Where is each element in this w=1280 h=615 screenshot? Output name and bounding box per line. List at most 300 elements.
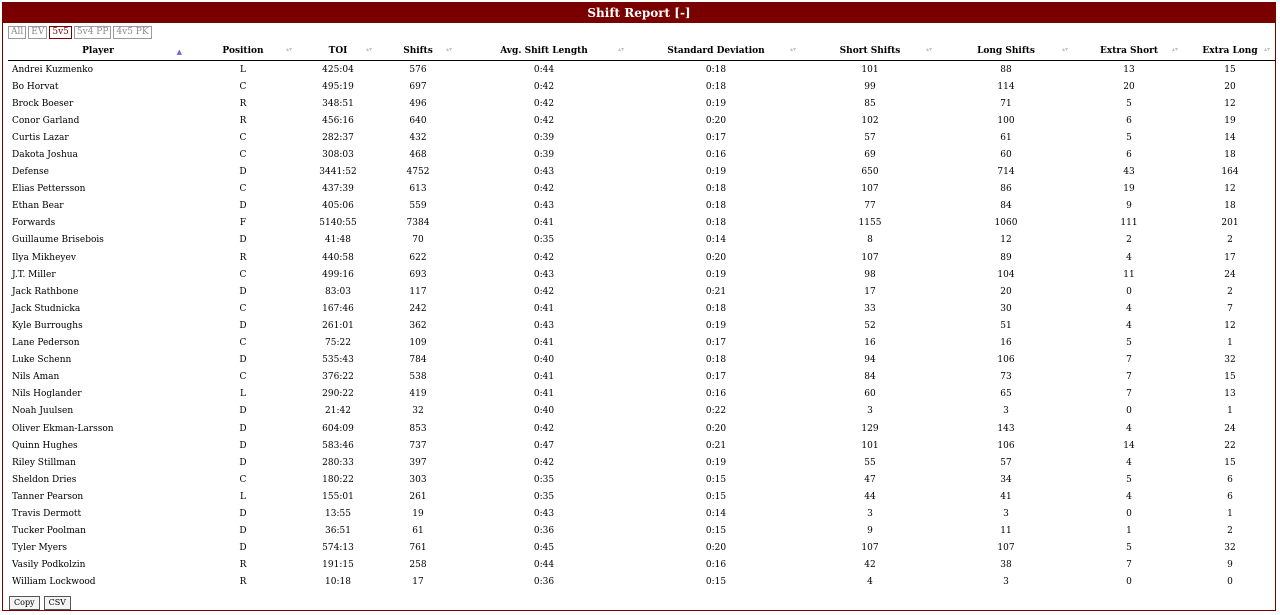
table-cell: 1: [1227, 338, 1233, 349]
table-cell: 0:42: [533, 184, 555, 195]
column-header-position[interactable]: [188, 42, 298, 61]
table-cell: C: [239, 269, 247, 280]
table-cell: 41:48: [325, 235, 351, 246]
table-cell: 32: [1224, 543, 1236, 554]
table-cell: 5: [1126, 98, 1132, 109]
table-cell: 0:42: [533, 98, 555, 109]
table-cell: 0: [1126, 406, 1132, 417]
table-cell: 0:15: [705, 577, 727, 588]
table-cell: 0:15: [705, 474, 727, 485]
table-cell: 8: [867, 235, 873, 246]
player-name-cell: Tanner Pearson: [12, 491, 84, 502]
table-cell: 0:42: [533, 286, 555, 297]
table-cell: 0:16: [705, 150, 727, 161]
table-cell: 104: [997, 269, 1015, 280]
column-header-standard-deviation[interactable]: [630, 42, 802, 61]
table-cell: 41: [1000, 491, 1012, 502]
table-row: [8, 557, 1276, 574]
table-cell: 4752: [406, 167, 430, 178]
table-cell: 0:41: [533, 338, 555, 349]
table-cell: 2: [1126, 235, 1132, 246]
table-cell: 0:19: [705, 98, 727, 109]
table-cell: 4: [1126, 457, 1132, 468]
table-cell: 3441:52: [319, 167, 357, 178]
table-row: [8, 488, 1276, 505]
table-cell: 0:42: [533, 252, 555, 263]
table-row: [8, 454, 1276, 471]
table-cell: 71: [1000, 98, 1012, 109]
table-cell: 0:41: [533, 389, 555, 400]
table-cell: 57: [864, 132, 876, 143]
table-cell: 0:18: [705, 218, 727, 229]
table-row: [8, 95, 1276, 112]
table-cell: 5: [1126, 132, 1132, 143]
table-cell: 0:16: [705, 560, 727, 571]
table-cell: 0:35: [533, 235, 555, 246]
copy-button[interactable]: Copy: [9, 596, 40, 610]
table-cell: L: [240, 64, 246, 75]
table-cell: 36:51: [325, 526, 351, 537]
table-cell: 99: [864, 81, 876, 92]
column-label: Avg. Shift Length: [500, 46, 588, 56]
table-cell: 73: [1000, 372, 1012, 383]
table-cell: 604:09: [322, 423, 354, 434]
table-cell: 10:18: [325, 577, 351, 588]
table-cell: 0:21: [705, 286, 727, 297]
table-cell: 4: [1126, 491, 1132, 502]
table-cell: 496: [409, 98, 427, 109]
table-row: [8, 574, 1276, 591]
table-cell: 4: [1126, 320, 1132, 331]
sort-icon: ▴▾: [925, 46, 932, 53]
table-cell: 0:17: [705, 338, 727, 349]
table-cell: 0:20: [705, 252, 727, 263]
table-cell: 20: [1123, 81, 1135, 92]
column-header-toi[interactable]: [298, 42, 378, 61]
table-cell: 0:43: [533, 320, 555, 331]
table-cell: C: [239, 338, 247, 349]
table-cell: R: [239, 252, 247, 263]
player-name-cell: William Lockwood: [12, 577, 96, 588]
table-cell: 143: [997, 423, 1015, 434]
table-cell: 100: [997, 115, 1015, 126]
player-name-cell: Ilya Mikheyev: [12, 252, 76, 263]
table-cell: 693: [409, 269, 427, 280]
table-cell: 242: [409, 303, 427, 314]
table-cell: 714: [997, 167, 1015, 178]
table-cell: R: [239, 98, 247, 109]
table-cell: 0:22: [705, 406, 727, 417]
table-row: [8, 215, 1276, 232]
table-cell: 0:14: [705, 235, 727, 246]
table-cell: 613: [409, 184, 427, 195]
table-cell: 583:46: [322, 440, 354, 451]
table-row: [8, 403, 1276, 420]
table-cell: 640: [409, 115, 427, 126]
table-cell: 51: [1000, 320, 1012, 331]
table-row: [8, 335, 1276, 352]
table-cell: 0:44: [533, 64, 555, 75]
table-cell: 376:22: [322, 372, 354, 383]
table-cell: 0:16: [705, 389, 727, 400]
player-name-cell: Travis Dermott: [12, 508, 82, 519]
table-cell: D: [239, 167, 247, 178]
sort-icon: ▴▾: [365, 46, 372, 53]
table-row: [8, 471, 1276, 488]
column-header-short-shifts[interactable]: [802, 42, 938, 61]
column-label: Extra Short: [1099, 46, 1159, 56]
sort-icon: ▴▾: [789, 46, 796, 53]
table-row: [8, 181, 1276, 198]
column-header-extra-short[interactable]: [1074, 42, 1184, 61]
table-cell: 117: [409, 286, 427, 297]
table-cell: 0:20: [705, 423, 727, 434]
table-cell: 1: [1126, 526, 1132, 537]
table-cell: 0:39: [533, 132, 555, 143]
table-cell: 0:19: [705, 269, 727, 280]
table-cell: 0:41: [533, 303, 555, 314]
table-cell: 5140:55: [319, 218, 357, 229]
table-cell: 0: [1126, 508, 1132, 519]
table-cell: 0:18: [705, 64, 727, 75]
table-cell: 303: [409, 474, 427, 485]
table-cell: 22: [1224, 440, 1236, 451]
csv-button[interactable]: CSV: [44, 596, 71, 610]
table-cell: 282:37: [322, 132, 354, 143]
table-cell: 5: [1126, 543, 1132, 554]
table-row: [8, 232, 1276, 249]
table-cell: 0:20: [705, 543, 727, 554]
table-row: [8, 420, 1276, 437]
table-cell: 2: [1227, 526, 1233, 537]
column-header-long-shifts[interactable]: [938, 42, 1074, 61]
table-cell: 86: [1000, 184, 1012, 195]
table-row: [8, 300, 1276, 317]
table-cell: 107: [861, 252, 879, 263]
table-cell: 12: [1224, 184, 1236, 195]
table-cell: 853: [409, 423, 427, 434]
table-cell: 3: [867, 406, 873, 417]
table-cell: 107: [861, 184, 879, 195]
table-row: [8, 369, 1276, 386]
table-cell: R: [239, 115, 247, 126]
player-name-cell: Vasily Podkolzin: [12, 560, 86, 571]
table-cell: 4: [867, 577, 873, 588]
table-cell: 16: [864, 338, 876, 349]
table-cell: D: [239, 423, 247, 434]
table-cell: 1060: [994, 218, 1018, 229]
player-name-cell: Jack Rathbone: [12, 286, 79, 297]
table-cell: 17: [412, 577, 424, 588]
player-name-cell: Defense: [12, 167, 49, 178]
table-cell: 761: [409, 543, 427, 554]
table-cell: 111: [1120, 218, 1138, 229]
table-cell: 0:47: [533, 440, 555, 451]
table-cell: 24: [1224, 269, 1236, 280]
table-cell: 129: [861, 423, 879, 434]
table-cell: 20: [1224, 81, 1236, 92]
filter-ev[interactable]: EV: [28, 26, 47, 39]
table-cell: 7: [1227, 303, 1233, 314]
player-name-cell: Tucker Poolman: [12, 526, 86, 537]
player-name-cell: Forwards: [12, 218, 56, 229]
export-buttons: [9, 596, 71, 610]
table-cell: D: [239, 286, 247, 297]
table-cell: 15: [1224, 457, 1236, 468]
table-cell: 0:36: [533, 526, 555, 537]
table-cell: 737: [409, 440, 427, 451]
table-cell: 14: [1224, 132, 1236, 143]
table-cell: 2: [1227, 286, 1233, 297]
table-cell: 88: [1000, 64, 1012, 75]
table-cell: 11: [1000, 526, 1012, 537]
sort-icon: ▴▾: [445, 46, 452, 53]
table-cell: 0:45: [533, 543, 555, 554]
player-name-cell: Curtis Lazar: [12, 132, 69, 143]
table-cell: 559: [409, 201, 427, 212]
column-label: Short Shifts: [839, 46, 901, 56]
table-cell: 24: [1224, 423, 1236, 434]
table-cell: 0:19: [705, 167, 727, 178]
table-cell: 12: [1000, 235, 1012, 246]
table-cell: 101: [861, 64, 879, 75]
player-name-cell: Ethan Bear: [12, 201, 64, 212]
column-label: Standard Deviation: [667, 46, 765, 56]
table-cell: 6: [1227, 491, 1233, 502]
table-cell: 576: [409, 64, 427, 75]
table-row: [8, 164, 1276, 181]
table-cell: 21:42: [325, 406, 351, 417]
table-cell: 0:41: [533, 372, 555, 383]
table-row: [8, 523, 1276, 540]
table-cell: 89: [1000, 252, 1012, 263]
table-cell: 437:39: [322, 184, 354, 195]
table-cell: 0:36: [533, 577, 555, 588]
table-row: [8, 78, 1276, 95]
column-header-player[interactable]: [8, 42, 188, 61]
table-cell: 44: [864, 491, 876, 502]
table-cell: 3: [1003, 577, 1009, 588]
column-header-avg-shift-length[interactable]: [458, 42, 630, 61]
table-cell: 107: [861, 543, 879, 554]
column-header-shifts[interactable]: [378, 42, 458, 61]
header-row: [8, 42, 1276, 61]
table-cell: 6: [1126, 115, 1132, 126]
table-cell: D: [239, 355, 247, 366]
table-cell: 0:40: [533, 355, 555, 366]
table-cell: 70: [412, 235, 424, 246]
shift-report-panel: [2, 2, 1276, 611]
player-name-cell: Oliver Ekman-Larsson: [12, 423, 114, 434]
table-row: [8, 249, 1276, 266]
table-cell: 38: [1000, 560, 1012, 571]
sort-ascending-icon: ▲: [176, 47, 182, 56]
table-cell: 0:17: [705, 372, 727, 383]
table-cell: 0:14: [705, 508, 727, 519]
table-cell: 98: [864, 269, 876, 280]
table-cell: 261:01: [322, 320, 354, 331]
table-cell: 14: [1123, 440, 1135, 451]
table-cell: 55: [864, 457, 876, 468]
table-cell: 535:43: [322, 355, 354, 366]
table-cell: 106: [997, 355, 1015, 366]
column-label: Shifts: [403, 46, 433, 56]
table-cell: C: [239, 372, 247, 383]
player-name-cell: Luke Schenn: [12, 355, 72, 366]
table-cell: 61: [412, 526, 424, 537]
filter-4v5-pk[interactable]: 4v5 PK: [113, 26, 151, 39]
table-cell: 33: [864, 303, 876, 314]
table-cell: 0:18: [705, 184, 727, 195]
table-cell: 538: [409, 372, 427, 383]
table-cell: 0:17: [705, 132, 727, 143]
player-name-cell: Riley Stillman: [12, 457, 76, 468]
table-cell: 6: [1227, 474, 1233, 485]
table-cell: L: [240, 389, 246, 400]
table-cell: D: [239, 406, 247, 417]
player-name-cell: Sheldon Dries: [12, 474, 77, 485]
table-cell: 60: [1000, 150, 1012, 161]
column-header-extra-long[interactable]: [1184, 42, 1276, 61]
table-cell: 101: [861, 440, 879, 451]
player-name-cell: Elias Pettersson: [12, 184, 86, 195]
table-cell: R: [239, 577, 247, 588]
table-body: [8, 61, 1276, 591]
player-name-cell: Noah Juulsen: [12, 406, 74, 417]
table-cell: 3: [1003, 406, 1009, 417]
table-cell: 348:51: [322, 98, 354, 109]
sort-icon: ▴▾: [617, 46, 624, 53]
table-cell: 1: [1227, 508, 1233, 519]
table-cell: 3: [1003, 508, 1009, 519]
table-cell: 261: [409, 491, 427, 502]
panel-title[interactable]: Shift Report [-]: [3, 3, 1275, 23]
table-cell: 7: [1126, 389, 1132, 400]
table-row: [8, 386, 1276, 403]
column-label: Position: [222, 46, 264, 56]
table-cell: 7: [1126, 355, 1132, 366]
table-cell: 52: [864, 320, 876, 331]
table-cell: 0:21: [705, 440, 727, 451]
table-cell: 0:44: [533, 560, 555, 571]
table-cell: D: [239, 508, 247, 519]
player-name-cell: Jack Studnicka: [12, 303, 81, 314]
table-cell: 12: [1224, 98, 1236, 109]
filter-all[interactable]: All: [8, 26, 26, 39]
table-row: [8, 112, 1276, 129]
table-cell: 0:20: [705, 115, 727, 126]
table-cell: 43: [1123, 167, 1135, 178]
sort-icon: ▴▾: [1061, 46, 1068, 53]
table-cell: 5: [1126, 474, 1132, 485]
table-cell: 13:55: [325, 508, 351, 519]
table-cell: 47: [864, 474, 876, 485]
table-cell: 13: [1123, 64, 1135, 75]
table-cell: L: [240, 491, 246, 502]
table-cell: 5: [1126, 338, 1132, 349]
table-cell: 0:19: [705, 457, 727, 468]
table-cell: 155:01: [322, 491, 354, 502]
table-cell: 0:40: [533, 406, 555, 417]
table-cell: 0:18: [705, 81, 727, 92]
column-label: Player: [82, 46, 114, 56]
table-cell: 107: [997, 543, 1015, 554]
table-cell: 6: [1126, 150, 1132, 161]
table-cell: 34: [1000, 474, 1012, 485]
table-cell: C: [239, 81, 247, 92]
sort-icon: ▴▾: [285, 46, 292, 53]
table-cell: 9: [867, 526, 873, 537]
table-row: [8, 352, 1276, 369]
table-cell: D: [239, 543, 247, 554]
table-row: [8, 198, 1276, 215]
column-label: TOI: [328, 46, 348, 56]
player-name-cell: Guillaume Brisebois: [12, 235, 104, 246]
table-cell: 0:19: [705, 320, 727, 331]
table-cell: 75:22: [325, 338, 351, 349]
table-cell: 4: [1126, 303, 1132, 314]
shift-report-table: [8, 42, 1276, 591]
table-cell: 84: [864, 372, 876, 383]
table-cell: 362: [409, 320, 427, 331]
player-name-cell: Bo Horvat: [12, 81, 59, 92]
table-cell: 9: [1227, 560, 1233, 571]
table-cell: 17: [864, 286, 876, 297]
table-cell: 32: [412, 406, 424, 417]
table-cell: 13: [1224, 389, 1236, 400]
table-cell: 167:46: [322, 303, 354, 314]
table-cell: 0:43: [533, 269, 555, 280]
table-row: [8, 283, 1276, 300]
table-cell: 114: [997, 81, 1015, 92]
table-cell: 191:15: [322, 560, 354, 571]
player-name-cell: Lane Pederson: [12, 338, 80, 349]
table-cell: C: [239, 150, 247, 161]
table-cell: 84: [1000, 201, 1012, 212]
table-cell: D: [239, 457, 247, 468]
table-cell: 405:06: [322, 201, 354, 212]
table-cell: 7: [1126, 372, 1132, 383]
table-cell: 94: [864, 355, 876, 366]
table-cell: D: [239, 440, 247, 451]
table-cell: 16: [1000, 338, 1012, 349]
table-cell: 20: [1000, 286, 1012, 297]
table-cell: 106: [997, 440, 1015, 451]
table-cell: 164: [1221, 167, 1239, 178]
filter-5v4-pp[interactable]: 5v4 PP: [74, 26, 112, 39]
table-cell: 19: [412, 508, 424, 519]
table-cell: 1: [1227, 406, 1233, 417]
table-cell: C: [239, 474, 247, 485]
table-cell: 0:43: [533, 508, 555, 519]
table-row: [8, 146, 1276, 163]
table-row: [8, 505, 1276, 522]
table-cell: 397: [409, 457, 427, 468]
column-label: Long Shifts: [977, 46, 1035, 56]
table-cell: D: [239, 235, 247, 246]
table-cell: 0:43: [533, 167, 555, 178]
table-cell: 0: [1227, 577, 1233, 588]
column-label: Extra Long: [1202, 46, 1258, 56]
table-cell: 425:04: [322, 64, 354, 75]
player-name-cell: Quinn Hughes: [12, 440, 78, 451]
player-name-cell: J.T. Miller: [12, 269, 56, 280]
filter-5v5[interactable]: 5v5: [49, 26, 72, 39]
table-cell: C: [239, 303, 247, 314]
table-cell: 7: [1126, 560, 1132, 571]
table-cell: 622: [409, 252, 427, 263]
table-cell: 0:35: [533, 474, 555, 485]
